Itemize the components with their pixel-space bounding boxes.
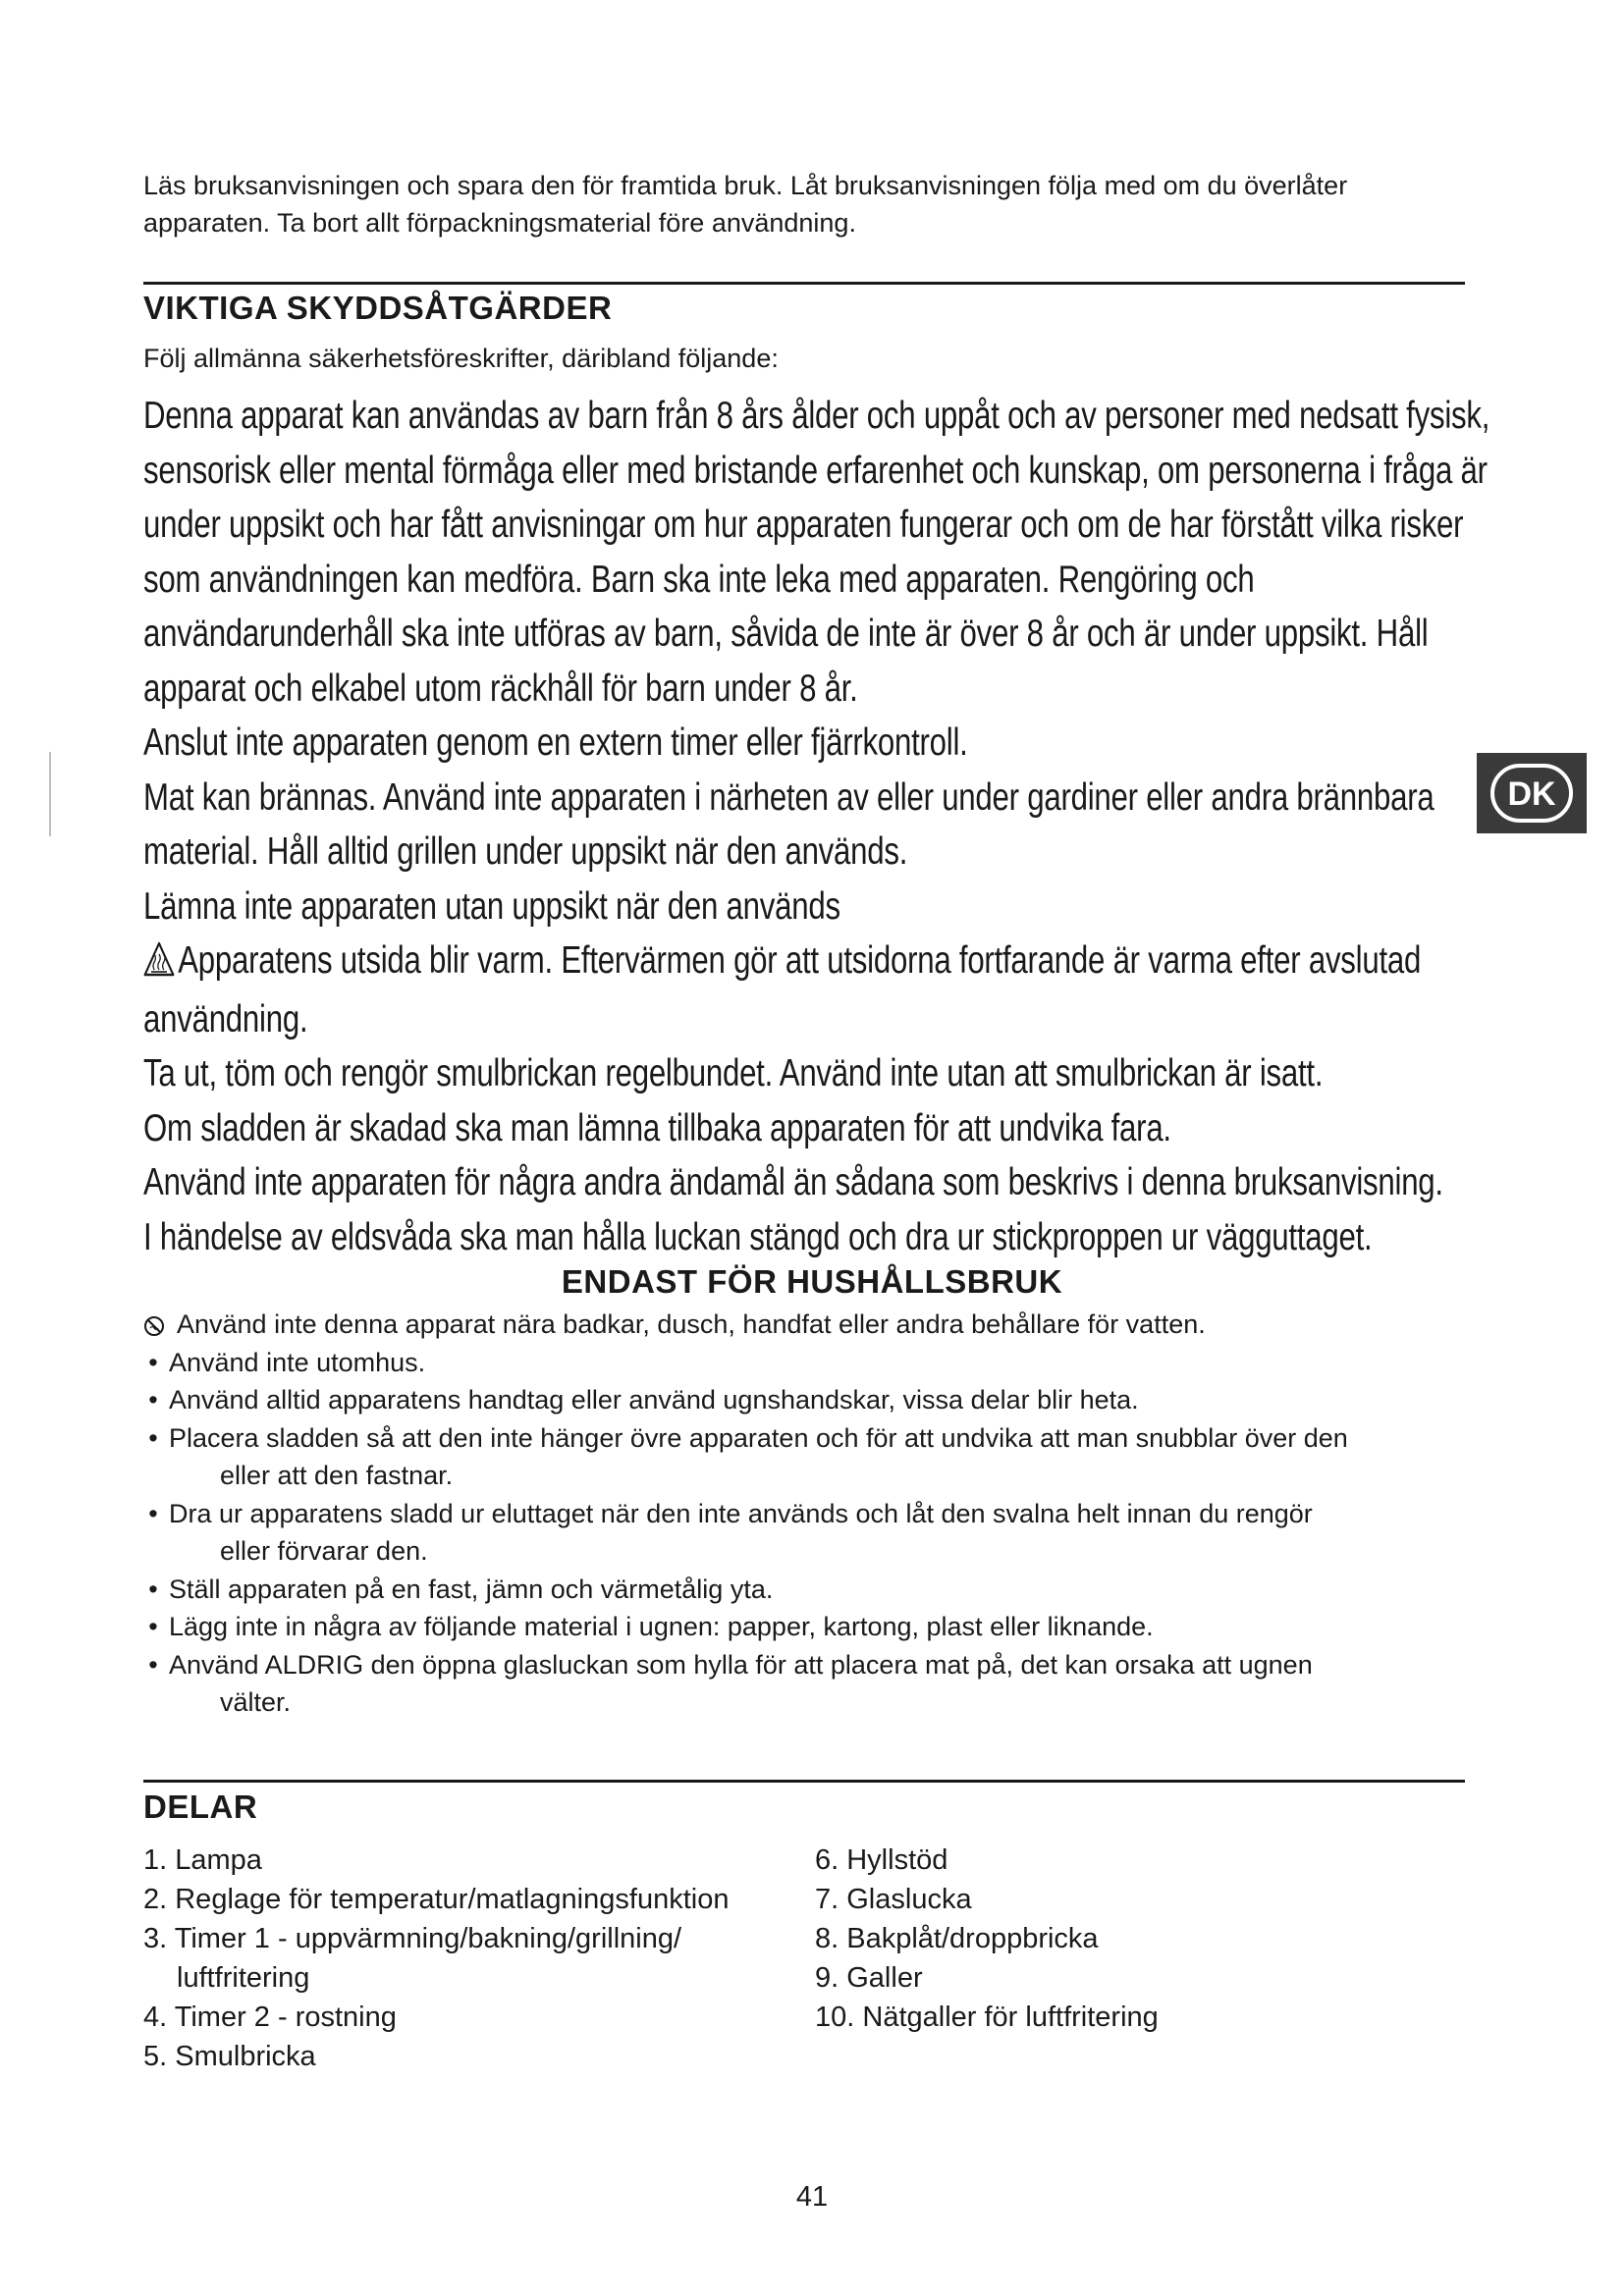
part-item: 3. Timer 1 - uppvärmning/bakning/grillning/ (143, 1923, 682, 1954)
language-tab (1477, 753, 1587, 833)
warning-line: Använd inte apparaten för några andra ändamål än sådana som beskrivs i denna bruksanvisning. (143, 1161, 1443, 1203)
parts-list-right (815, 1841, 1463, 2037)
language-badge-icon (1487, 761, 1577, 826)
list-item (143, 1571, 1479, 1609)
section-divider (143, 1780, 1465, 1783)
part-item: 1. Lampa (143, 1844, 262, 1876)
prohibited-icon (143, 1306, 163, 1344)
safeguards-heading: VIKTIGA SKYDDSÅTGÄRDER (143, 290, 613, 326)
part-item-continuation: luftfritering (177, 1962, 310, 1994)
list-item-text: Ställ apparaten på en fast, jämn och värmetålig yta. (169, 1574, 774, 1604)
warning-line-text: Apparatens utsida blir varm. Eftervärmen gör att utsidorna fortfarande är varma efter avslutad (178, 939, 1422, 982)
parts-list-left (143, 1841, 791, 2076)
warning-line: användarunderhåll ska inte utföras av barn, såvida de inte är över 8 år och är under uppsikt. Håll (143, 613, 1429, 655)
list-item-text: Använd inte utomhus. (169, 1347, 426, 1377)
warning-line: Ta ut, töm och rengör smulbrickan regelbundet. Använd inte utan att smulbrickan är isatt. (143, 1052, 1324, 1095)
bullet: • (148, 1422, 158, 1453)
hot-surface-warning-icon (143, 937, 175, 992)
list-item (143, 1306, 1479, 1344)
list-item-text: Lägg inte in några av följande material i ugnen: papper, kartong, plast eller liknande. (169, 1612, 1154, 1641)
part-item: 10. Nätgaller för luftfritering (815, 2002, 1159, 2033)
language-tab-label: DK (1507, 775, 1556, 813)
part-item: 4. Timer 2 - rostning (143, 2002, 397, 2033)
margin-mark (49, 752, 51, 836)
safety-warnings (143, 389, 1490, 1264)
list-item-text: Placera sladden så att den inte hänger övre apparaten och för att undvika att man snubblar över den (169, 1422, 1348, 1453)
part-item: 6. Hyllstöd (815, 1844, 948, 1876)
warning-line: sensorisk eller mental förmåga eller med bristande erfarenhet och kunskap, om personerna i fråga är (143, 449, 1488, 492)
list-item-text: Använd inte denna apparat nära badkar, dusch, handfat eller andra behållare för vatten. (177, 1309, 1206, 1339)
household-heading: ENDAST FÖR HUSHÅLLSBRUK (561, 1263, 1063, 1300)
warning-line: under uppsikt och har fått anvisningar om hur apparaten fungerar och om de har förstått vilka risker (143, 504, 1464, 546)
warning-line: som användningen kan medföra. Barn ska inte leka med apparaten. Rengöring och (143, 558, 1255, 601)
list-item-text: Dra ur apparatens sladd ur eluttaget när den inte används och låt den svalna helt innan du rengör (169, 1498, 1313, 1528)
list-item-text: Använd alltid apparatens handtag eller använd ugnshandskar, vissa delar blir heta. (169, 1385, 1139, 1415)
list-item-continuation: välter. (220, 1687, 292, 1717)
warning-line: Anslut inte apparaten genom en extern timer eller fjärrkontroll. (143, 721, 968, 764)
bullet: • (148, 1574, 158, 1604)
part-item: 5. Smulbricka (143, 2041, 316, 2072)
intro-line: Läs bruksanvisningen och spara den för framtida bruk. Låt bruksanvisningen följa med om du överlåter (143, 171, 1348, 200)
list-item-continuation: eller att den fastnar. (220, 1461, 454, 1490)
household-list (143, 1306, 1479, 1722)
warning-line: Lämna inte apparaten utan uppsikt när den används (143, 884, 840, 928)
warning-line: I händelse av eldsvåda ska man hålla luckan stängd och dra ur stickproppen ur vägguttaget. (143, 1215, 1373, 1258)
parts-heading: DELAR (143, 1789, 258, 1825)
warning-line: apparat och elkabel utom räckhåll för barn under 8 år. (143, 667, 858, 710)
list-item-continuation: eller förvarar den. (220, 1536, 428, 1566)
warning-line: Denna apparat kan användas av barn från 8 års ålder och uppåt och av personer med nedsatt fysisk, (143, 395, 1490, 437)
warning-line: material. Håll alltid grillen under uppsikt när den används. (143, 830, 908, 873)
warning-line: Mat kan brännas. Använd inte apparaten i närheten av eller under gardiner eller andra brännbara (143, 775, 1435, 819)
warning-line-hot-surface (143, 934, 1422, 992)
list-item (143, 1344, 1479, 1382)
bullet: • (148, 1612, 158, 1641)
list-item (143, 1419, 1479, 1495)
part-item: 2. Reglage för temperatur/matlagningsfunktion (143, 1884, 730, 1915)
warning-line: Om sladden är skadad ska man lämna tillbaka apparaten för att undvika fara. (143, 1106, 1171, 1149)
part-item: 8. Bakplåt/droppbricka (815, 1923, 1099, 1954)
list-item-text: Använd ALDRIG den öppna glasluckan som hylla för att placera mat på, det kan orsaka att ugnen (169, 1649, 1313, 1680)
intro-text (143, 167, 1459, 241)
safeguards-subtitle: Följ allmänna säkerhetsföreskrifter, däribland följande: (143, 344, 779, 373)
list-item (143, 1608, 1479, 1646)
section-divider (143, 282, 1465, 285)
bullet: • (148, 1385, 158, 1415)
bullet: • (148, 1347, 158, 1377)
list-item (143, 1646, 1479, 1722)
part-item: 9. Galler (815, 1962, 923, 1994)
list-item (143, 1381, 1479, 1419)
warning-line: användning. (143, 997, 308, 1041)
bullet: • (148, 1498, 158, 1528)
intro-line: apparaten. Ta bort allt förpackningsmaterial före användning. (143, 208, 856, 238)
list-item (143, 1495, 1479, 1571)
page-number: 41 (795, 2181, 829, 2213)
bullet: • (148, 1649, 158, 1680)
part-item: 7. Glaslucka (815, 1884, 972, 1915)
